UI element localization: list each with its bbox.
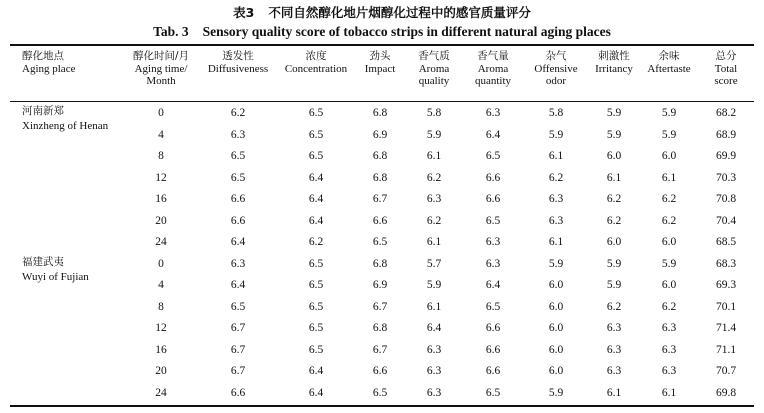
aging-place-english: Wuyi of Fujian: [22, 270, 89, 283]
column-header-english: Aroma: [477, 63, 509, 75]
cell-total-score: 69.9: [715, 150, 737, 162]
aging-place-chinese: 福建武夷: [22, 255, 64, 268]
cell-offensive-odor: 6.3: [548, 193, 564, 205]
column-header-chinese: 杂气: [545, 50, 567, 62]
cell-aftertaste: 6.1: [661, 171, 677, 184]
cell-impact: 6.6: [372, 214, 388, 227]
column-header-aroma-quantity: [465, 50, 521, 98]
cell-concentration: 6.4: [308, 386, 324, 399]
cell-concentration: 6.4: [308, 193, 324, 205]
cell-aroma-quantity: 6.6: [485, 193, 501, 205]
cell-aftertaste: 6.0: [661, 279, 677, 291]
cell-aroma-quantity: 6.6: [485, 171, 501, 184]
table-row: [0, 189, 764, 210]
cell-aroma-quantity: 6.5: [485, 386, 501, 399]
cell-aroma-quality: 5.9: [426, 279, 442, 291]
column-header-english: Offensive: [534, 63, 578, 75]
column-header-english: Aging time/: [134, 63, 188, 75]
cell-total-score: 70.3: [715, 171, 737, 184]
cell-aftertaste: 5.9: [661, 257, 677, 270]
cell-aging-time: 20: [155, 365, 167, 377]
cell-aroma-quality: 6.4: [426, 322, 442, 334]
cell-aroma-quantity: 6.5: [485, 300, 501, 313]
table-label-english: Tab. 3: [153, 24, 189, 39]
cell-concentration: 6.4: [308, 171, 324, 184]
cell-total-score: 71.1: [715, 343, 737, 356]
cell-aging-time: 16: [155, 193, 167, 205]
column-header-aging-time: [121, 50, 201, 98]
cell-concentration: 6.4: [308, 214, 324, 227]
column-header-diffusiveness: [200, 50, 276, 98]
cell-aging-time: 4: [158, 279, 164, 291]
cell-concentration: 6.5: [308, 279, 324, 291]
cell-aroma-quantity: 6.3: [485, 107, 501, 119]
cell-aging-time: 24: [155, 236, 167, 248]
aging-place-chinese: 河南新郑: [22, 105, 64, 117]
column-header-english: Aftertaste: [647, 63, 691, 75]
cell-impact: 6.9: [372, 128, 388, 141]
table-row: [0, 361, 764, 382]
cell-irritancy: 6.2: [606, 300, 622, 313]
cell-aging-time: 8: [158, 150, 164, 162]
column-header-english: score: [714, 75, 738, 87]
column-header-chinese: 余味: [658, 50, 680, 62]
table-row: [0, 340, 764, 361]
cell-offensive-odor: 6.0: [548, 300, 564, 313]
cell-diffusiveness: 6.5: [230, 150, 246, 162]
cell-aftertaste: 6.2: [661, 300, 677, 313]
cell-aroma-quality: 6.2: [426, 171, 442, 184]
column-header-english: Irritancy: [595, 63, 633, 75]
cell-aging-time: 12: [155, 322, 167, 334]
cell-aftertaste: 6.3: [661, 365, 677, 377]
cell-diffusiveness: 6.3: [230, 128, 246, 141]
cell-offensive-odor: 6.0: [548, 365, 564, 377]
cell-aroma-quantity: 6.3: [485, 257, 501, 270]
cell-diffusiveness: 6.4: [230, 279, 246, 291]
cell-aftertaste: 5.9: [661, 128, 677, 141]
cell-total-score: 71.4: [715, 322, 737, 334]
cell-diffusiveness: 6.7: [230, 365, 246, 377]
table-row: [0, 146, 764, 167]
cell-aftertaste: 6.3: [661, 343, 677, 356]
cell-diffusiveness: 6.4: [230, 236, 246, 248]
cell-total-score: 68.2: [715, 107, 737, 119]
column-header-english: Total: [714, 63, 738, 75]
cell-total-score: 69.8: [715, 386, 737, 399]
table-row: [0, 254, 764, 275]
cell-irritancy: 6.3: [606, 343, 622, 356]
cell-aging-time: 24: [155, 386, 167, 399]
table-row: [0, 297, 764, 318]
column-header-chinese: 劲头: [369, 50, 391, 62]
cell-total-score: 69.3: [715, 279, 737, 291]
table-title-chinese: 不同自然醇化地片烟醇化过程中的感官质量评分: [268, 5, 531, 20]
cell-irritancy: 5.9: [606, 107, 622, 119]
cell-concentration: 6.5: [308, 107, 324, 119]
cell-concentration: 6.5: [308, 300, 324, 313]
cell-aroma-quantity: 6.6: [485, 322, 501, 334]
cell-irritancy: 5.9: [606, 128, 622, 141]
column-header-english: odor: [545, 75, 567, 87]
cell-aroma-quality: 5.7: [426, 257, 442, 270]
column-header-english: quality: [418, 75, 450, 87]
cell-concentration: 6.5: [308, 257, 324, 270]
cell-offensive-odor: 5.9: [548, 386, 564, 399]
cell-total-score: 70.1: [715, 300, 737, 313]
cell-aroma-quality: 6.1: [426, 236, 442, 248]
cell-impact: 6.6: [372, 365, 388, 377]
column-header-english: Diffusiveness: [207, 63, 269, 75]
column-header-chinese: 香气量: [477, 50, 509, 62]
cell-aftertaste: 6.1: [661, 386, 677, 399]
cell-aroma-quality: 6.1: [426, 150, 442, 162]
cell-total-score: 68.9: [715, 128, 737, 141]
column-header-aroma-quality: [409, 50, 459, 98]
cell-diffusiveness: 6.6: [230, 386, 246, 399]
cell-aroma-quantity: 6.4: [485, 128, 501, 141]
cell-diffusiveness: 6.3: [230, 257, 246, 270]
cell-aroma-quality: 6.3: [426, 365, 442, 377]
cell-diffusiveness: 6.6: [230, 214, 246, 227]
cell-aroma-quality: 6.1: [426, 300, 442, 313]
cell-irritancy: 5.9: [606, 279, 622, 291]
cell-aroma-quality: 5.9: [426, 128, 442, 141]
column-header-chinese: 醇化地点: [22, 50, 64, 62]
cell-irritancy: 6.1: [606, 171, 622, 184]
cell-aging-time: 4: [158, 128, 164, 141]
cell-impact: 6.8: [372, 257, 388, 270]
cell-impact: 6.8: [372, 171, 388, 184]
cell-aging-time: 0: [158, 257, 164, 270]
column-header-concentration: [276, 50, 356, 98]
column-header-irritancy: [589, 50, 639, 98]
cell-total-score: 70.4: [715, 214, 737, 227]
cell-total-score: 70.7: [715, 365, 737, 377]
cell-irritancy: 6.0: [606, 150, 622, 162]
header-rule: [10, 101, 754, 102]
cell-irritancy: 6.2: [606, 193, 622, 205]
column-header-chinese: 浓度: [305, 50, 327, 62]
table-caption-english: [0, 23, 764, 41]
table-row: [0, 318, 764, 339]
cell-aroma-quantity: 6.3: [485, 236, 501, 248]
cell-aroma-quality: 5.8: [426, 107, 442, 119]
cell-aroma-quantity: 6.6: [485, 365, 501, 377]
cell-aroma-quality: 6.3: [426, 343, 442, 356]
cell-offensive-odor: 6.2: [548, 171, 564, 184]
column-header-aging-place: [22, 50, 132, 98]
cell-impact: 6.5: [372, 236, 388, 248]
column-header-english: Impact: [364, 63, 396, 75]
cell-aftertaste: 6.0: [661, 236, 677, 248]
aging-place-english: Xinzheng of Henan: [22, 120, 109, 132]
cell-aftertaste: 6.3: [661, 322, 677, 334]
cell-offensive-odor: 6.1: [548, 236, 564, 248]
cell-impact: 6.8: [372, 107, 388, 119]
cell-offensive-odor: 6.0: [548, 322, 564, 334]
cell-impact: 6.7: [372, 193, 388, 205]
cell-impact: 6.7: [372, 300, 388, 313]
cell-diffusiveness: 6.5: [230, 171, 246, 184]
cell-irritancy: 5.9: [606, 257, 622, 270]
cell-aroma-quantity: 6.5: [485, 214, 501, 227]
table-row: [0, 125, 764, 146]
cell-aftertaste: 5.9: [661, 107, 677, 119]
cell-irritancy: 6.1: [606, 386, 622, 399]
cell-diffusiveness: 6.5: [230, 300, 246, 313]
column-header-english: Concentration: [284, 63, 348, 75]
top-rule: [10, 44, 754, 46]
cell-aftertaste: 6.2: [661, 193, 677, 205]
cell-offensive-odor: 6.0: [548, 343, 564, 356]
column-header-chinese: 透发性: [222, 50, 254, 62]
cell-impact: 6.9: [372, 279, 388, 291]
cell-aging-time: 8: [158, 300, 164, 313]
cell-total-score: 68.3: [715, 257, 737, 270]
cell-impact: 6.8: [372, 322, 388, 334]
table-row: [0, 232, 764, 253]
table-row: [0, 383, 764, 404]
column-header-chinese: 香气质: [418, 50, 450, 62]
cell-offensive-odor: 6.0: [548, 279, 564, 291]
column-header-impact: [357, 50, 403, 98]
table-title-english: Sensory quality score of tobacco strips in different natural aging places: [202, 24, 611, 39]
column-header-chinese: 醇化时间/月: [132, 50, 190, 62]
cell-aroma-quantity: 6.6: [485, 343, 501, 356]
cell-aroma-quality: 6.3: [426, 193, 442, 205]
cell-diffusiveness: 6.7: [230, 322, 246, 334]
table-row: [0, 211, 764, 232]
cell-impact: 6.7: [372, 343, 388, 356]
cell-aroma-quantity: 6.4: [485, 279, 501, 291]
cell-aging-time: 20: [155, 214, 167, 227]
cell-total-score: 68.5: [715, 236, 737, 248]
cell-offensive-odor: 5.8: [548, 107, 564, 119]
cell-concentration: 6.5: [308, 322, 324, 334]
cell-total-score: 70.8: [715, 193, 737, 205]
bottom-rule: [10, 405, 754, 407]
cell-offensive-odor: 6.1: [548, 150, 564, 162]
cell-aftertaste: 6.2: [661, 214, 677, 227]
cell-impact: 6.8: [372, 150, 388, 162]
cell-offensive-odor: 5.9: [548, 128, 564, 141]
table-caption-chinese: [0, 4, 764, 22]
table-row: [0, 103, 764, 124]
cell-concentration: 6.4: [308, 365, 324, 377]
cell-diffusiveness: 6.6: [230, 193, 246, 205]
column-header-total-score: [704, 50, 748, 98]
cell-irritancy: 6.3: [606, 365, 622, 377]
cell-irritancy: 6.3: [606, 322, 622, 334]
cell-aroma-quality: 6.2: [426, 214, 442, 227]
column-header-english: Month: [146, 75, 176, 87]
cell-aging-time: 16: [155, 343, 167, 356]
column-header-chinese: 刺激性: [598, 50, 630, 62]
table-label-chinese: 表3: [233, 5, 255, 20]
cell-concentration: 6.5: [308, 128, 324, 141]
cell-aging-time: 0: [158, 107, 164, 119]
cell-offensive-odor: 5.9: [548, 257, 564, 270]
cell-aftertaste: 6.0: [661, 150, 677, 162]
cell-impact: 6.5: [372, 386, 388, 399]
cell-concentration: 6.5: [308, 150, 324, 162]
cell-concentration: 6.2: [308, 236, 324, 248]
cell-diffusiveness: 6.2: [230, 107, 246, 119]
cell-irritancy: 6.0: [606, 236, 622, 248]
column-header-english: Aroma: [418, 63, 450, 75]
column-header-aftertaste: [641, 50, 697, 98]
cell-irritancy: 6.2: [606, 214, 622, 227]
column-header-english: quantity: [474, 75, 512, 87]
table-row: [0, 275, 764, 296]
cell-aging-time: 12: [155, 171, 167, 184]
column-header-offensive-odor: [526, 50, 586, 98]
cell-diffusiveness: 6.7: [230, 343, 246, 356]
column-header-english: Aging place: [22, 63, 76, 75]
column-header-chinese: 总分: [715, 50, 737, 62]
cell-concentration: 6.5: [308, 343, 324, 356]
cell-offensive-odor: 6.3: [548, 214, 564, 227]
table-row: [0, 168, 764, 189]
cell-aroma-quantity: 6.5: [485, 150, 501, 162]
cell-aroma-quality: 6.3: [426, 386, 442, 399]
